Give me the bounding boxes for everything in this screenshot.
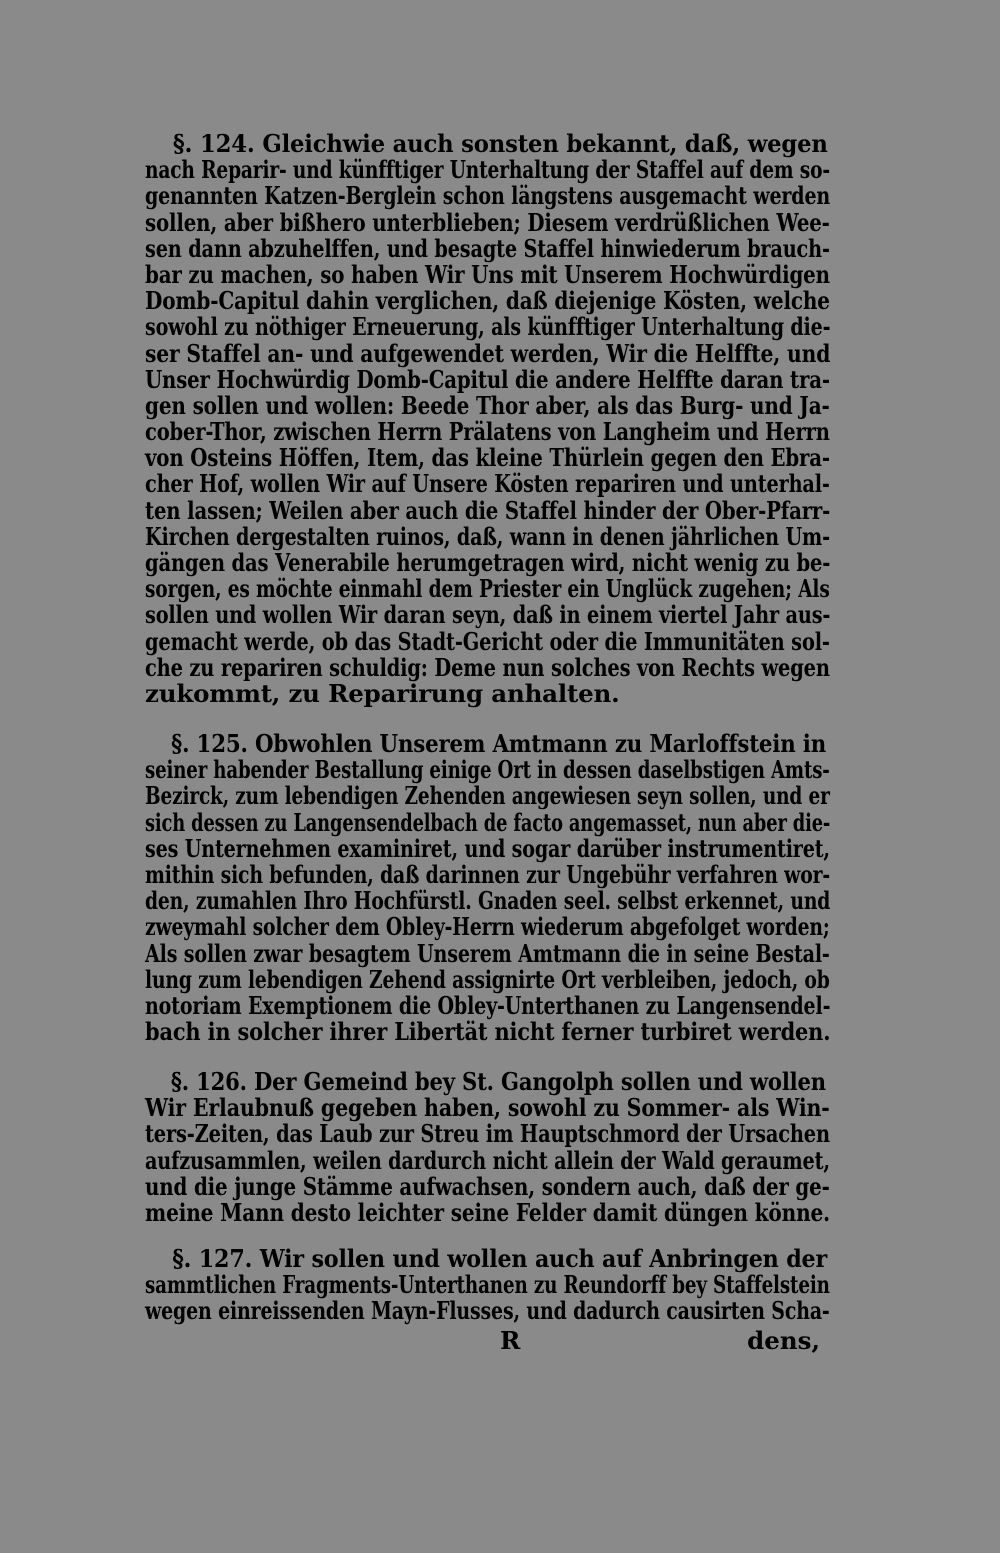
text-line: ters-Zeiten, das Laub zur Streu im Hauptschmord der Ursachen	[145, 1119, 830, 1149]
text-line: meine Mann desto leichter seine Felder damit düngen könne.	[145, 1197, 831, 1227]
text-line: Als sollen zwar besagtem Unserem Amtmann die in seine Bestal-	[145, 938, 830, 968]
text-line: gen sollen und wollen: Beede Thor aber, als das Burg- und Ja-	[145, 390, 830, 420]
text-line: ser Staffel an- und aufgewendet werden, Wir die Helffte, und	[145, 338, 831, 368]
text-line: §. 127. Wir sollen und wollen auch auf Anbringen der	[172, 1244, 828, 1273]
signature-mark: R	[500, 1326, 521, 1355]
text-line: §. 125. Obwohlen Unserem Amtmann zu Marloffstein in	[171, 729, 827, 758]
text-line: sollen, aber bißhero unterblieben; Diesem verdrüßlichen Wee-	[145, 207, 830, 237]
text-line: cher Hof, wollen Wir auf Unsere Kösten repariren und unterhal-	[145, 469, 830, 499]
text-line: den, zumahlen Ihro Hochfürstl. Gnaden seel. selbst erkennet, und	[145, 886, 831, 916]
text-line: bar zu machen, so haben Wir Uns mit Unserem Hochwürdigen	[145, 259, 830, 289]
text-line: lung zum lebendigen Zehend assignirte Ort verbleiben, jedoch, ob	[145, 964, 830, 994]
catchword: dens,	[747, 1326, 820, 1355]
text-line: bach in solcher ihrer Libertät nicht ferner turbiret werden.	[145, 1017, 831, 1047]
text-line: sollen und wollen Wir daran seyn, daß in einem viertel Jahr aus-	[145, 600, 831, 630]
text-line: Unser Hochwürdig Domb-Capitul die andere Helffte daran tra-	[145, 364, 830, 394]
text-line: sammtlichen Fragments-Unterthanen zu Reundorff bey Staffelstein	[145, 1270, 830, 1300]
text-line: mithin sich befunden, daß darinnen zur Ungebühr verfahren wor-	[145, 859, 830, 889]
text-line: Wir Erlaubnuß gegeben haben, sowohl zu Sommer- als Win-	[145, 1093, 830, 1123]
text-line: ten lassen; Weilen aber auch die Staffel hinder der Ober-Pfarr-	[145, 495, 831, 525]
text-line: §. 124. Gleichwie auch sonsten bekannt, daß, wegen	[172, 129, 828, 158]
text-line: che zu repariren schuldig: Deme nun solches von Rechts wegen	[145, 652, 830, 682]
text-line: seiner habender Bestallung einige Ort in dessen daselbstigen Amts-	[145, 755, 830, 785]
paragraph-127	[145, 1246, 830, 1325]
text-line: wegen einreissenden Mayn-Flusses, und dadurch causirten Scha-	[145, 1296, 830, 1326]
text-line: sorgen, es möchte einmahl dem Priester ein Unglück zugehen; Als	[145, 574, 830, 604]
text-line: gemacht werde, ob das Stadt-Gericht oder die Immunitäten sol-	[145, 626, 830, 656]
paragraph-124	[145, 131, 830, 707]
text-line: sen dann abzuhelffen, und besagte Staffel hinwiederum brauch-	[145, 233, 830, 263]
text-line: Domb-Capitul dahin verglichen, daß diejenige Kösten, welche	[145, 286, 830, 316]
text-line: cober-Thor, zwischen Herrn Prälatens von Langheim und Herrn	[145, 417, 830, 447]
text-line: sowohl zu nöthiger Erneuerung, als künfftiger Unterhaltung die-	[145, 312, 831, 342]
text-line: sich dessen zu Langensendelbach de facto angemasset, nun aber die-	[145, 807, 831, 837]
text-line: notoriam Exemptionem die Obley-Unterthanen zu Langensendel-	[145, 990, 831, 1020]
text-line: von Osteins Höffen, Item, das kleine Thürlein gegen den Ebra-	[145, 443, 830, 473]
text-line: zweymahl solcher dem Obley-Herrn wiederum abgefolget worden;	[145, 912, 830, 942]
text-line: gängen das Venerabile herumgetragen wird, nicht wenig zu be-	[145, 548, 831, 577]
text-line: aufzusammlen, weilen dardurch nicht allein der Wald geraumet,	[145, 1145, 830, 1175]
paragraph-126	[145, 1069, 830, 1226]
text-line: nach Reparir- und künfftiger Unterhaltung der Staffel auf dem so-	[145, 155, 830, 185]
page-footer	[145, 1326, 830, 1356]
text-line: Kirchen dergestalten ruinos, daß, wann in denen jährlichen Um-	[145, 521, 830, 551]
text-line: und die junge Stämme aufwachsen, sondern auch, daß der ge-	[145, 1171, 830, 1201]
text-line: §. 126. Der Gemeind bey St. Gangolph sollen und wollen	[170, 1067, 826, 1096]
text-line: Bezirck, zum lebendigen Zehenden angewiesen seyn sollen, und er	[145, 781, 830, 811]
paragraph-125	[145, 731, 830, 1045]
text-line: genannten Katzen-Berglein schon längstens ausgemacht werden	[145, 181, 831, 211]
text-line: ses Unternehmen examiniret, und sogar darüber instrumentiret,	[145, 833, 830, 863]
text-line: zukommt, zu Reparirung anhalten.	[145, 678, 620, 708]
